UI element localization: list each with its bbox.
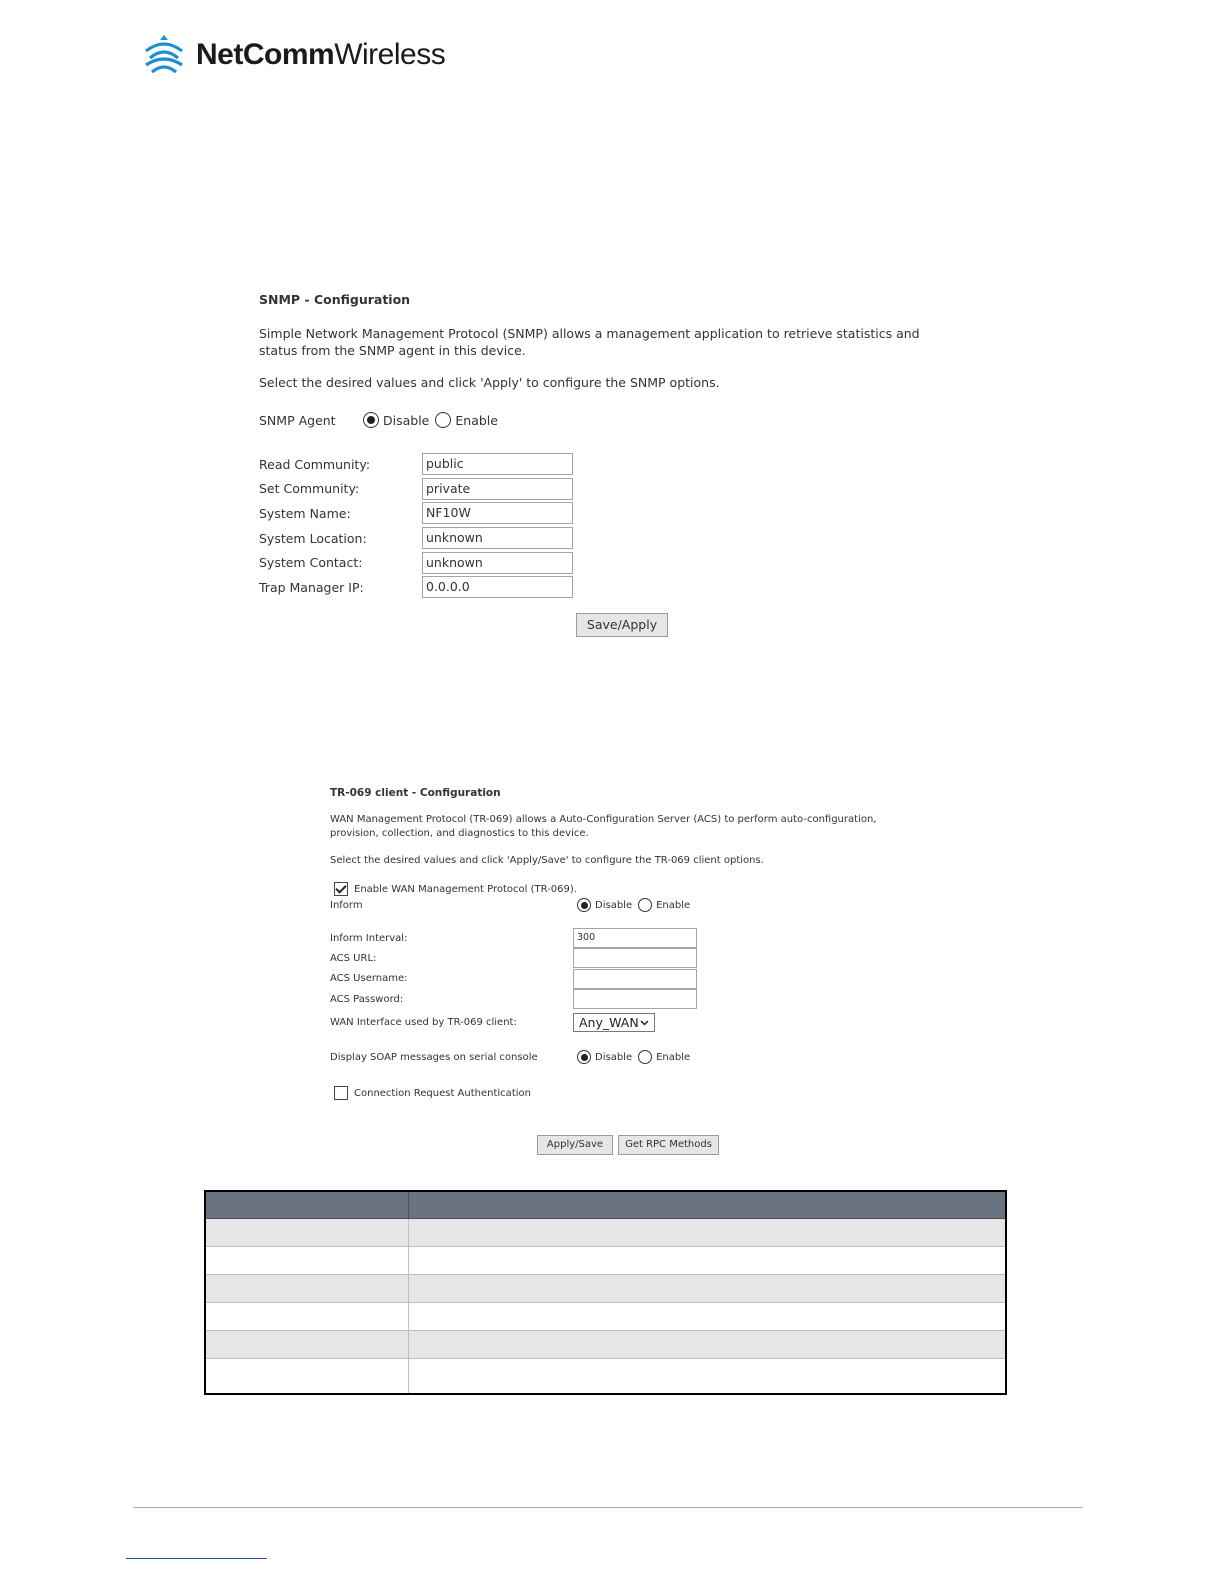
apply-save-button[interactable]: Apply/Save (537, 1135, 613, 1155)
table-cell (409, 1219, 1007, 1247)
table-row (205, 1331, 1006, 1359)
snmp-title: SNMP - Configuration (259, 292, 411, 307)
acs-url-row: ACS URL: (330, 948, 910, 968)
read-community-input[interactable]: public (422, 453, 573, 475)
table-cell (409, 1331, 1007, 1359)
set-community-row: Set Community: private (259, 477, 979, 502)
acs-url-input[interactable] (573, 948, 697, 968)
enable-tr069-checkbox[interactable] (334, 882, 348, 896)
wifi-logo-icon (140, 31, 188, 79)
table-cell (205, 1275, 409, 1303)
table-row (205, 1247, 1006, 1275)
inform-row (330, 898, 910, 912)
trap-manager-ip-input[interactable]: 0.0.0.0 (422, 576, 573, 598)
soap-label: Display SOAP messages on serial console (330, 1051, 538, 1063)
inform-label: Inform (330, 899, 363, 911)
tr069-description: WAN Management Protocol (TR-069) allows a Auto-Configuration Server (ACS) to perform auto-configuration, provision, collection, and diagnostics to this device. (330, 814, 877, 839)
table-row (205, 1303, 1006, 1331)
snmp-description: Simple Network Management Protocol (SNMP) allows a management application to retrieve statistics and status from the SNMP agent in this device. (259, 326, 920, 358)
table-cell (409, 1359, 1007, 1395)
footer-divider (133, 1507, 1083, 1508)
table-cell (205, 1303, 409, 1331)
tr069-hint: Select the desired values and click 'Apply/Save' to configure the TR-069 client options. (330, 855, 764, 866)
save-apply-button[interactable]: Save/Apply (576, 613, 668, 637)
table-cell (205, 1247, 409, 1275)
tr069-title: TR-069 client - Configuration (330, 787, 501, 799)
table-header-row (205, 1191, 1006, 1219)
acs-username-input[interactable] (573, 969, 697, 989)
footer-link-underline (126, 1558, 267, 1559)
radio-selected-icon (363, 412, 379, 428)
table-cell (409, 1275, 1007, 1303)
tr069-fields (330, 928, 910, 1009)
snmp-agent-disable-radio[interactable]: Disable (363, 412, 429, 428)
snmp-agent-enable-radio[interactable]: Enable (435, 412, 498, 428)
chevron-down-icon (640, 1020, 649, 1026)
table-cell (205, 1331, 409, 1359)
table-cell (409, 1247, 1007, 1275)
system-name-row: System Name: NF10W (259, 501, 979, 526)
radio-selected-icon (577, 898, 591, 912)
table-cell (205, 1359, 409, 1395)
radio-selected-icon (577, 1050, 591, 1064)
system-name-input[interactable]: NF10W (422, 502, 573, 524)
read-community-row: Read Community: public (259, 452, 979, 477)
table-cell (409, 1303, 1007, 1331)
system-location-input[interactable]: unknown (422, 527, 573, 549)
soap-enable-radio[interactable]: Enable (638, 1050, 690, 1064)
connection-request-row (334, 1086, 910, 1100)
get-rpc-methods-button[interactable]: Get RPC Methods (618, 1135, 719, 1155)
settings-table (204, 1190, 1007, 1395)
radio-unselected-icon (638, 1050, 652, 1064)
wan-interface-row (330, 1013, 910, 1032)
acs-password-row: ACS Password: (330, 989, 910, 1009)
snmp-fields (259, 452, 979, 600)
table-row (205, 1275, 1006, 1303)
inform-disable-radio[interactable]: Disable (577, 898, 632, 912)
set-community-input[interactable]: private (422, 478, 573, 500)
logo-text: NetCommWireless (196, 38, 446, 71)
table-header-cell (205, 1191, 409, 1219)
tr069-config-panel (330, 787, 910, 1100)
connection-request-label: Connection Request Authentication (354, 1087, 531, 1099)
acs-password-input[interactable] (573, 989, 697, 1009)
enable-tr069-label: Enable WAN Management Protocol (TR-069). (354, 883, 577, 895)
inform-interval-input[interactable]: 300 (573, 928, 697, 948)
soap-row (330, 1050, 910, 1064)
inform-interval-row: Inform Interval: 300 (330, 928, 910, 948)
table-cell (205, 1219, 409, 1247)
wan-interface-label: WAN Interface used by TR-069 client: (330, 1017, 517, 1029)
system-contact-input[interactable]: unknown (422, 552, 573, 574)
radio-unselected-icon (435, 412, 451, 428)
snmp-hint: Select the desired values and click 'Apply' to configure the SNMP options. (259, 375, 720, 390)
radio-unselected-icon (638, 898, 652, 912)
soap-disable-radio[interactable]: Disable (577, 1050, 632, 1064)
system-location-row: System Location: unknown (259, 526, 979, 551)
table-row (205, 1219, 1006, 1247)
wan-interface-select[interactable]: Any_WAN (573, 1013, 655, 1032)
table-header-cell (409, 1191, 1007, 1219)
snmp-config-panel (259, 292, 979, 600)
connection-request-checkbox[interactable] (334, 1086, 348, 1100)
snmp-agent-row (259, 412, 979, 428)
inform-enable-radio[interactable]: Enable (638, 898, 690, 912)
table-row (205, 1359, 1006, 1395)
system-contact-row: System Contact: unknown (259, 550, 979, 575)
trap-manager-ip-row: Trap Manager IP: 0.0.0.0 (259, 575, 979, 600)
snmp-agent-label: SNMP Agent (259, 412, 336, 428)
netcomm-logo (140, 30, 445, 80)
acs-username-row: ACS Username: (330, 969, 910, 989)
enable-tr069-row (334, 882, 910, 896)
